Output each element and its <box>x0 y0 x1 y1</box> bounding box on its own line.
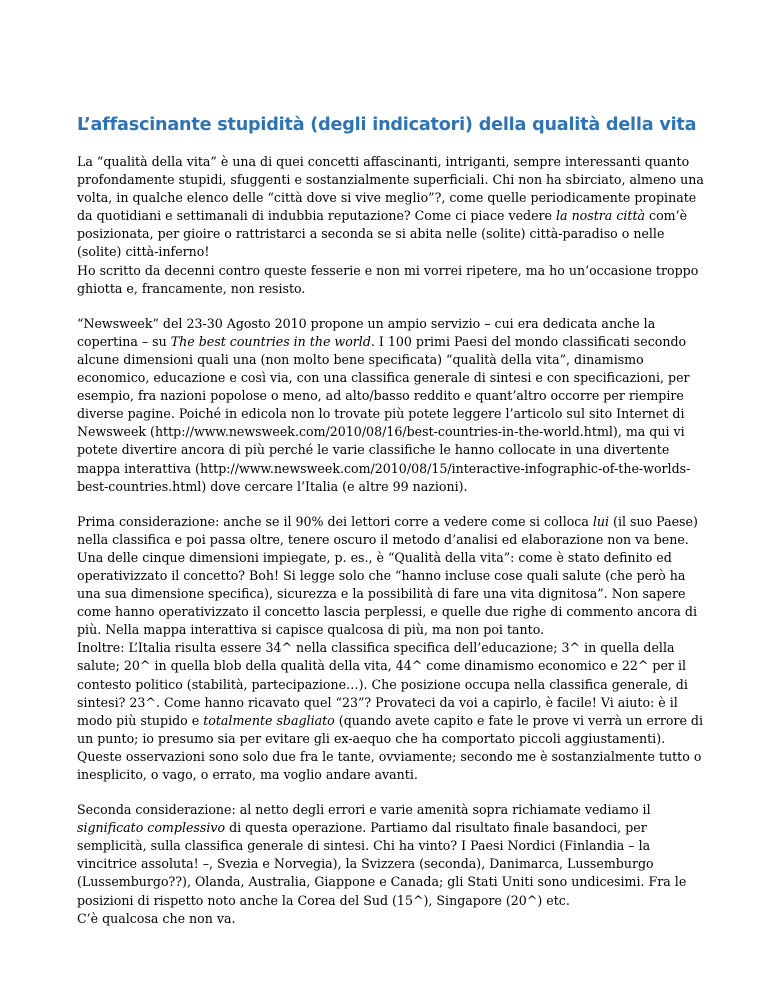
italic-phrase: la nostra città <box>556 208 646 224</box>
paragraph-second-consideration <box>77 801 705 910</box>
paragraph-newsweek-text-end: . I 100 primi Paesi del mondo classificati secondo alcune dimensioni quali una (non molto bene specificata) “qualità della vita”, dinamismo economico, educazione e così via, con una classifica generale di sintesi e con specificazioni, per esempio, fra nazioni popolose o meno, ad alto/basso reddito e quant’altro occorre per riempire diverse pagine. Poiché in edicola non lo trovate più potete leggere l’articolo sul sito Internet di Newsweek (http://www.newsweek.com/2010/08/16/best-countries-in-the-world.html), ma qui vi potete divertire ancora di più perché le varie classifiche le hanno collocate in una divertente mappa interattiva (http://www.newsweek.com/2010/08/15/interactive-infographic-of-the-worlds-best-countries.html) dove cercare l’Italia (e altre 99 nazioni). <box>77 333 691 494</box>
italic-title: The best countries in the world <box>170 333 371 349</box>
document-title: L’affascinante stupidità (degli indicatori) della qualità della vita <box>77 115 697 135</box>
italic-phrase-meaning: significato complessivo <box>77 820 226 836</box>
paragraph-first-consideration <box>77 513 705 640</box>
paragraph-first-text: Prima considerazione: anche se il 90% dei lettori corre a vedere come si colloca <box>77 513 593 529</box>
paragraph-observations: Queste osservazioni sono solo due fra le tante, ovviamente; secondo me è sostanzialmente tutto o inesplicito, o vago, o errato, ma voglio andare avanti. <box>77 748 702 782</box>
paragraph-italy-ranking <box>77 639 705 748</box>
paragraph-newsweek <box>77 315 705 496</box>
document-page <box>77 113 705 928</box>
paragraph-closing: C’è qualcosa che non va. <box>77 910 236 926</box>
paragraph-second-text: Seconda considerazione: al netto degli errori e varie amenità sopra richiamate vediamo il <box>77 802 651 818</box>
paragraph-italy-text: Inoltre: L’Italia risulta essere 34^ nella classifica specifica dell’educazione; 3^ in quella della salute; 20^ in quella blob della qualità della vita, 44^ come dinamismo economico e 22^ per il contesto politico (stabilità, partecipazione…). Che posizione occupa nella classifica generale, di sintesi? 23^. Come hanno ricavato quel “23”? Provateci da voi a capirlo, è facile! Vi aiuto: è il modo più stupido e <box>77 640 688 728</box>
paragraph-intro-text-end: com’è posizionata, per gioire o rattristarci a seconda se si abita nelle (solite) città-paradiso o nelle (solite) città-inferno! <box>77 208 688 260</box>
paragraph-intro-text: La “qualità della vita” è una di quei concetti affascinanti, intriganti, sempre interessanti quanto profondamente stupidi, sfuggenti e sostanzialmente superficiali. Chi non ha sbirciato, almeno una volta, in qualche elenco delle “città dove si vive meglio”?, come quelle periodicamente propinate da quotidiani e settimanali di indubbia reputazione? Come ci piace vedere <box>77 154 704 224</box>
paragraph-first-text-end: (il suo Paese) nella classifica e poi passa oltre, tenere oscuro il metodo d’analisi ed elaborazione non va bene. Una delle cinque dimensioni impiegate, p. es., è “Qualità della vita”: come è stato definito ed operativizzato il concetto? Boh! Si legge solo che “hanno incluse cose quali salute (che però ha una sua dimensione specifica), sicurezza e la possibilità di fare una vita dignitosa”. Non sapere come hanno operativizzato il concetto lascia perplessi, e quelle due righe di commento ancora di più. Nella mappa interattiva si capisce qualcosa di più, ma non poi tanto. <box>77 513 698 638</box>
paragraph-newsweek-text: “Newsweek” del 23-30 Agosto 2010 propone un ampio servizio – cui era dedicata anche la copertina – su <box>77 315 656 349</box>
paragraph-intro-followup: Ho scritto da decenni contro queste fesserie e non mi vorrei ripetere, ma ho un’occasione troppo ghiotta e, francamente, non resisto. <box>77 262 699 296</box>
paragraph-second-text-end: di questa operazione. Partiamo dal risultato finale basandoci, per semplicità, sulla classifica generale di sintesi. Chi ha vinto? I Paesi Nordici (Finlandia – la vincitrice assoluta! –, Svezia e Norvegia), la Svizzera (seconda), Danimarca, Lussemburgo (Lussemburgo??), Olanda, Australia, Giappone e Canada; gli Stati Uniti sono undicesimi. Fra le posizioni di rispetto noto anche la Corea del Sud (15^), Singapore (20^) etc. <box>77 820 687 908</box>
paragraph-intro <box>77 153 705 262</box>
paragraph-italy-text-end: (quando avete capito e fate le prove vi verrà un errore di un punto; io presumo sia per evitare gli ex-aequo che ha comportato piccoli aggiustamenti). <box>77 712 704 746</box>
italic-phrase-wrong: totalmente sbagliato <box>203 712 335 728</box>
italic-word: lui <box>592 513 610 529</box>
